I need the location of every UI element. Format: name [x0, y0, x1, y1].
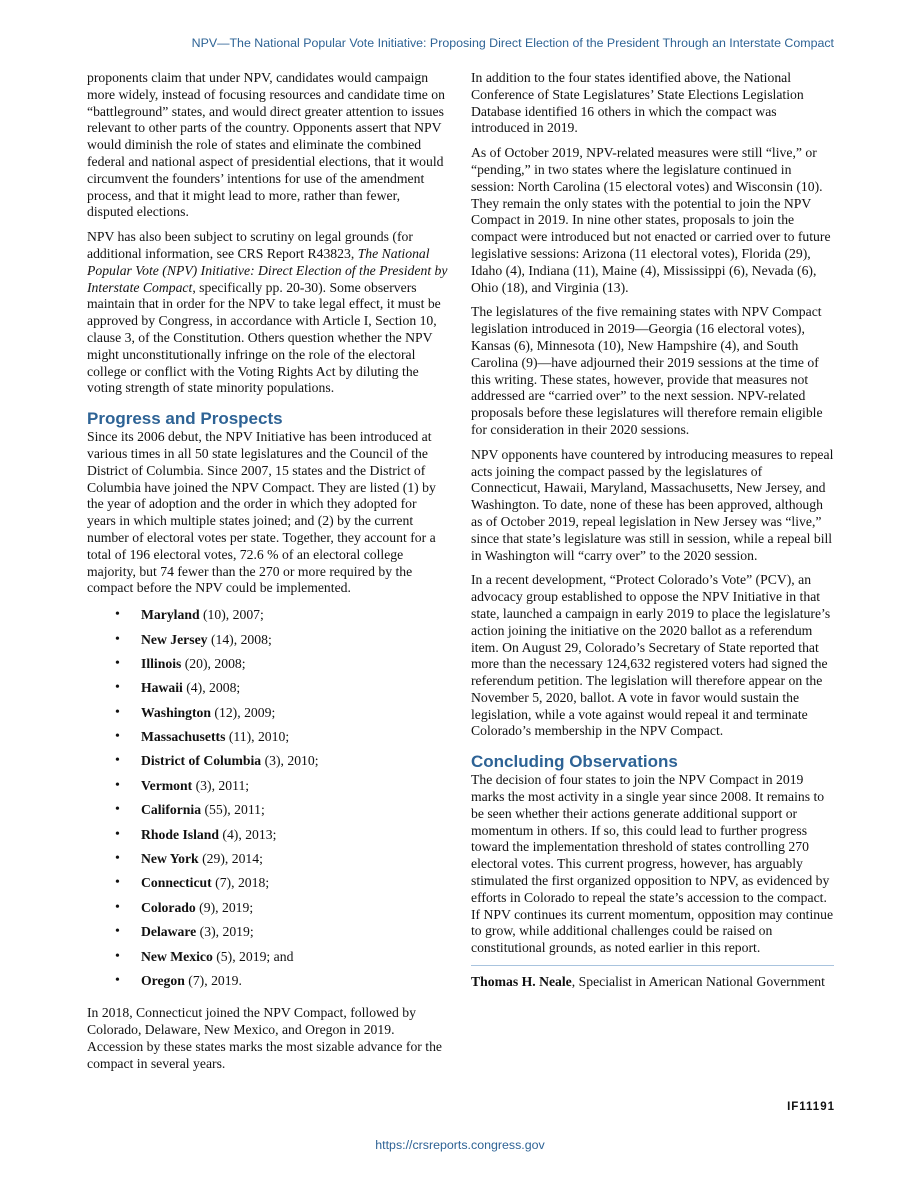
state-name: Connecticut	[141, 875, 212, 891]
state-name: Massachusetts	[141, 729, 226, 745]
state-detail: (14), 2008;	[207, 631, 272, 647]
list-item	[87, 680, 448, 704]
state-detail: (3), 2019;	[196, 924, 254, 940]
state-name: New Jersey	[141, 631, 208, 647]
divider	[471, 965, 834, 966]
state-name: Delaware	[141, 924, 197, 940]
list-item	[87, 656, 448, 680]
state-detail: (5), 2019; and	[212, 948, 294, 964]
list-item	[87, 607, 448, 631]
footer-url[interactable]: https://crsreports.congress.gov	[375, 1138, 545, 1152]
list-item	[87, 753, 448, 777]
text-span: , specifically pp. 20-30). Some observers maintain that in order for the NPV to take legal effect, it must be approved by Congress, in accordance with Article I, Section 10, clause 3, of the Constitution. Others question whether the NPV might unconstitutionally infringe on the role of the electoral college or conflict with the Voting Rights Act by diluting the voting strength of state minority populations.	[87, 279, 441, 396]
state-name: Maryland	[141, 607, 200, 623]
paragraph: As of October 2019, NPV-related measures were still “live,” or “pending,” in two states where the legislature continued in session: North Carolina (15 electoral votes) and Wisconsin (10). They remain the only states with the potential to join the NPV Compact in 2019. In nine other states, proposals to join the compact were introduced but not enacted or carried over to future legislative sessions: Arizona (11 electoral votes), Florida (29), Idaho (4), Indiana (11), Maine (4), Mississippi (6), Nevada (6), Ohio (18), and Virginia (13).	[471, 145, 831, 295]
paragraph: In a recent development, “Protect Colorado’s Vote” (PCV), an advocacy group established to oppose the NPV Initiative in that state, launched a campaign in early 2019 to place the legislature’s action joining the initiative on the 2020 ballot as a referendum item. On August 29, Colorado’s Secretary of State reported that more than the necessary 124,632 registered voters had signed the referendum petition. The legislation will therefore appear on the November 5, 2020, ballot. A vote in favor would sustain the legislation, while a vote against would repeal it and terminate Colorado’s membership in the NPV Compact.	[471, 572, 831, 739]
state-detail: (12), 2009;	[211, 704, 276, 720]
list-item	[87, 924, 448, 948]
report-title: The National Popular Vote (NPV) Initiative: Direct Election of the President by Interstate Compact	[87, 245, 448, 295]
section-heading-progress: Progress and Prospects	[87, 409, 283, 429]
state-name: Colorado	[141, 899, 196, 915]
author-title: , Specialist in American National Government	[571, 974, 825, 990]
list-item	[87, 875, 448, 899]
list-item	[87, 827, 448, 851]
state-name: District of Columbia	[141, 753, 262, 769]
state-name: Vermont	[141, 777, 193, 793]
list-item	[87, 778, 448, 802]
state-name: Rhode Island	[141, 826, 219, 842]
list-item	[87, 632, 448, 656]
state-name: New York	[141, 851, 199, 867]
list-item	[87, 949, 448, 973]
paragraph: In 2018, Connecticut joined the NPV Compact, followed by Colorado, Delaware, New Mexico, and Oregon in 2019. Accession by these states marks the most sizable advance for the compact in several years.	[87, 1005, 442, 1071]
paragraph: In addition to the four states identified above, the National Conference of State Legislatures’ State Elections Legislation Database identified 16 others in which the compact was introduced in 2019.	[471, 70, 804, 136]
state-detail: (3), 2011;	[192, 777, 250, 793]
state-detail: (4), 2008;	[182, 680, 241, 696]
paragraph: Since its 2006 debut, the NPV Initiative has been introduced at various times in all 50 state legislatures and the Council of the District of Columbia. Since 2007, 15 states and the District of Columbia have joined the NPV Compact. They are listed (1) by the year of adoption and the order in which they adopted for years in which multiple states joined; and (2) by the current number of electoral votes per state. Together, they account for a total of 196 electoral votes, 72.6 % of an electoral college majority, but 74 fewer than the 270 or more required by the compact before the NPV could be implemented.	[87, 429, 436, 596]
list-item	[87, 973, 448, 997]
state-name: California	[141, 802, 202, 818]
state-detail: (9), 2019;	[195, 899, 254, 915]
list-item	[87, 802, 448, 826]
state-name: Illinois	[141, 655, 182, 671]
text-span: NPV has also been subject to scrutiny on legal grounds (for additional information, see CRS Report R43823,	[87, 229, 413, 261]
document-id: IF11191	[787, 1101, 835, 1113]
author-line	[471, 974, 834, 991]
state-detail: (20), 2008;	[181, 655, 246, 671]
paragraph: NPV opponents have countered by introducing measures to repeal acts joining the compact passed by the legislatures of Connecticut, Hawaii, Maryland, Massachusetts, New Jersey, and Washington. To date, none of these has been approved, although as of October 2019, repeal legislation in New Jersey was “live,” since that state’s legislature was still in session, while a repeal bill in Washington will “carry over” to the 2020 session.	[471, 446, 834, 563]
paragraph: The decision of four states to join the NPV Compact in 2019 marks the most activity in a single year since 2008. It remains to be seen whether their actions generate additional support or momentum in others. If so, this could lead to further progress toward the implementation threshold of states controlling 270 electoral votes. This current progress, however, has arguably stimulated the first organized opposition to NPV, as evidenced by efforts in Colorado to repeal the state’s accession to the compact. If NPV continues its current momentum, opposition may continue to grow, while additional challenges could be raised on constitutional grounds, as noted earlier in this report.	[471, 772, 834, 956]
state-name: Oregon	[141, 972, 185, 988]
list-item	[87, 900, 448, 924]
state-detail: (3), 2010;	[261, 753, 319, 769]
running-header: NPV—The National Popular Vote Initiative: Proposing Direct Election of the President Through an Interstate Compact	[191, 36, 834, 50]
author-name: Thomas H. Neale	[471, 974, 572, 990]
state-detail: (7), 2019.	[184, 972, 242, 988]
section-heading-concluding: Concluding Observations	[471, 752, 678, 772]
state-detail: (55), 2011;	[201, 802, 265, 818]
state-name: Washington	[141, 704, 211, 720]
left-column	[87, 70, 448, 1081]
states-list	[87, 607, 448, 997]
list-item	[87, 729, 448, 753]
state-detail: (29), 2014;	[198, 851, 263, 867]
paragraph: The legislatures of the five remaining states with NPV Compact legislation introduced in 2019—Georgia (16 electoral votes), Kansas (6), Minnesota (10), New Hampshire (4), and South Carolina (9)—have adjourned their 2019 sessions at the time of this writing. These states, however, provide that measures not addressed are “carried over” to the next session. NPV-related proposals before these legislatures will therefore remain eligible for consideration in their 2020 sessions.	[471, 304, 823, 437]
state-detail: (7), 2018;	[211, 875, 270, 891]
state-name: New Mexico	[141, 948, 213, 964]
right-column	[471, 70, 834, 999]
paragraph-legal-grounds	[87, 229, 448, 397]
list-item	[87, 851, 448, 875]
list-item	[87, 705, 448, 729]
state-detail: (4), 2013;	[218, 826, 277, 842]
paragraph: proponents claim that under NPV, candidates would campaign more widely, instead of focusing resources and candidate time on “battleground” states, and would direct greater attention to issues relevant to other parts of the country. Opponents assert that NPV would diminish the role of states and eliminate the combined federal and national aspect of presidential elections, that it would circumvent the founders’ intentions for use of the amendment process, and that it might lead to more, rather than fewer, disputed elections.	[87, 70, 445, 220]
state-name: Hawaii	[141, 680, 183, 696]
state-detail: (11), 2010;	[225, 729, 290, 745]
state-detail: (10), 2007;	[199, 607, 264, 623]
